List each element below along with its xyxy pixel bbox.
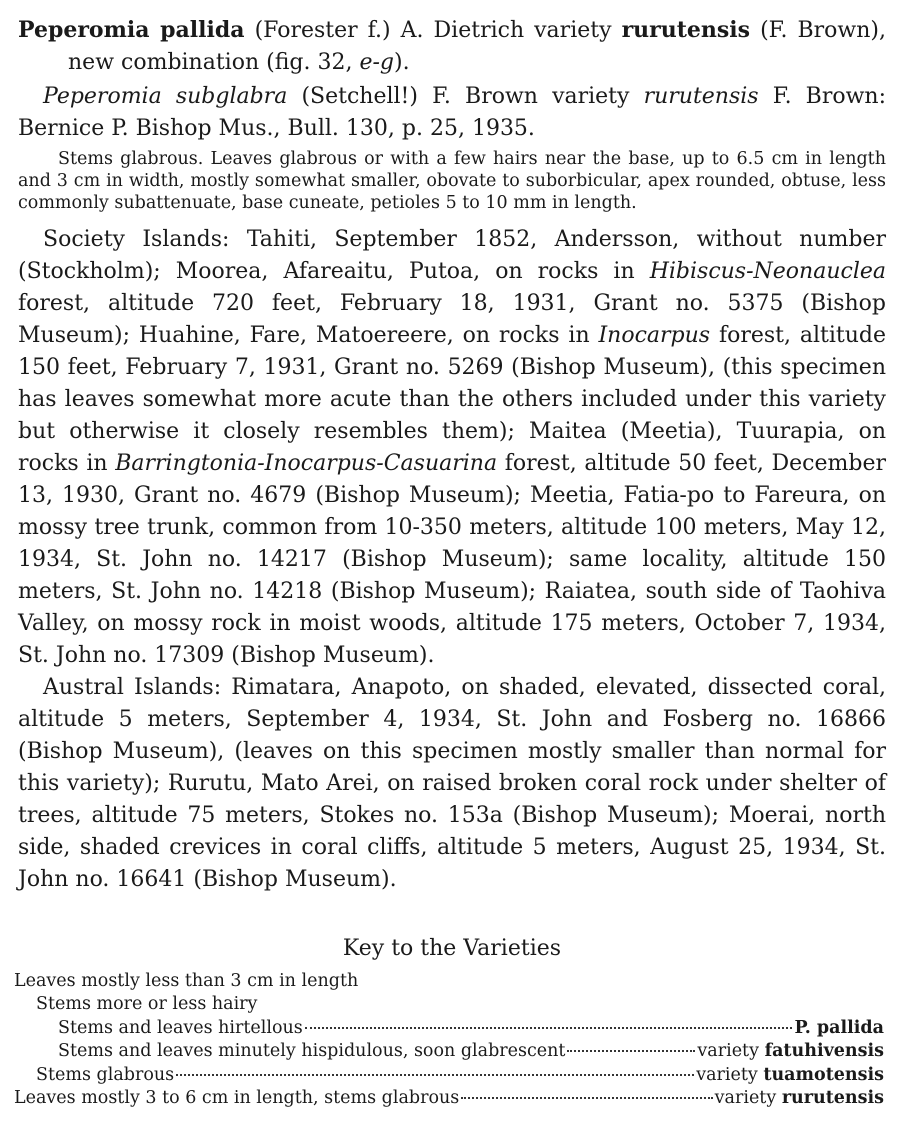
- key-row-prefix: variety: [714, 1088, 777, 1109]
- variety-author: (F. Brown),: [760, 18, 887, 43]
- key-row-prefix: variety: [697, 1041, 759, 1062]
- key-row-text: Stems and leaves minutely hispidulous, soon glabrescent: [58, 1041, 566, 1062]
- key-row-text: Stems and leaves hirtellous: [58, 1017, 303, 1038]
- key-row: [14, 1017, 884, 1040]
- society-text-2: forest, altitude 720 feet, February 18, 1931, Grant no. 5375 (Bishop Museum); Huahine, Fare, Matoereere, on rocks in: [18, 291, 886, 348]
- figure-letters: e-g: [359, 50, 394, 75]
- synonym-author: (Setchell!) F. Brown variety: [301, 84, 630, 109]
- austral-islands-paragraph: Austral Islands: Rimatara, Anapoto, on shaded, elevated, dissected coral, altitude 5 meters, September 4, 1934, St. John and Fosberg no. 16866 (Bishop Museum), (leaves on this specimen mostly smaller than normal for this variety); Rurutu, Mato Arei, on raised broken coral rock under shelter of trees, altitude 75 meters, Stokes no. 153a (Bishop Museum); Moerai, north side, shaded crevices in coral cliffs, altitude 5 meters, August 25, 1934, St. John no. 16641 (Bishop Museum).: [18, 675, 886, 892]
- taxon-authors: (Forester f.) A. Dietrich variety: [254, 18, 612, 43]
- society-taxon-3: Barringtonia-Inocarpus-Casuarina: [115, 451, 498, 476]
- key-row: [14, 1087, 884, 1110]
- key-row-text: Stems more or less hairy: [36, 994, 258, 1015]
- taxon-heading: [18, 14, 886, 79]
- society-taxon-2: Inocarpus: [598, 323, 711, 348]
- figure-close: ).: [394, 50, 410, 75]
- key-row-text: Leaves mostly less than 3 cm in length: [14, 971, 359, 991]
- document-page: [18, 14, 886, 968]
- key-row-taxon: tuamotensis: [763, 1064, 884, 1085]
- society-text-3: forest, altitude 150 feet, February 7, 1931, Grant no. 5269 (Bishop Museum), (this specimen has leaves somewhat more acute than the others included under this variety but otherwise it closely resembles them); Maitea (Meetia), Tuurapia, on rocks in: [18, 323, 886, 476]
- synonym-variety: rurutensis: [643, 84, 759, 109]
- key-row-taxon: rurutensis: [781, 1088, 884, 1109]
- society-text-1: Society Islands: Tahiti, September 1852, Andersson, without number (Stockholm); Moorea, Afareaitu, Putoa, on rocks in: [18, 227, 886, 284]
- key-title: Key to the Varieties: [342, 936, 562, 961]
- key-row-text: Stems glabrous: [36, 1064, 175, 1085]
- dot-leader: [305, 1027, 793, 1029]
- description-paragraph: Stems glabrous. Leaves glabrous or with a few hairs near the base, up to 6.5 cm in length and 3 cm in width, mostly somewhat smaller, obovate to suborbicular, apex rounded, obtuse, less commonly subattenuate, base cuneate, petioles 5 to 10 mm in length.: [18, 149, 886, 213]
- synonym-paragraph: [18, 81, 886, 145]
- society-text-4: forest, altitude 50 feet, December 13, 1930, Grant no. 4679 (Bishop Museum); Meetia, Fatia-po to Fareura, on mossy tree trunk, common from 10-350 meters, altitude 100 meters, May 12, 1934, St. John no. 14217 (Bishop Museum); same locality, altitude 150 meters, St. John no. 14218 (Bishop Museum); Raiatea, south side of Taohiva Valley, on mossy rock in moist woods, altitude 175 meters, October 7, 1934, St. John no. 17309 (Bishop Museum).: [18, 451, 886, 668]
- variety-name: rurutensis: [621, 17, 751, 43]
- society-islands-paragraph: [18, 224, 886, 672]
- synonym-name: Peperomia subglabra: [43, 84, 288, 109]
- dot-leader: [176, 1074, 694, 1076]
- synonym-citation: F. Brown: Bernice P. Bishop Mus., Bull. 130, p. 25, 1935.: [18, 84, 887, 141]
- society-taxon-1: Hibiscus-Neonauclea: [649, 259, 886, 284]
- variety-key: [14, 970, 884, 1110]
- key-row-taxon: P. pallida: [794, 1017, 884, 1038]
- key-row: [14, 970, 884, 993]
- key-row: [14, 1040, 884, 1063]
- key-row: [14, 993, 884, 1016]
- key-row-text: Leaves mostly 3 to 6 cm in length, stems glabrous: [14, 1088, 460, 1109]
- dot-leader: [461, 1097, 712, 1099]
- taxon-name: Peperomia pallida: [18, 17, 245, 43]
- key-row: [14, 1064, 884, 1087]
- combination-note: new combination (fig. 32,: [68, 50, 353, 75]
- dot-leader: [567, 1050, 695, 1052]
- key-row-taxon: fatuhivensis: [764, 1041, 884, 1062]
- key-row-prefix: variety: [696, 1064, 758, 1085]
